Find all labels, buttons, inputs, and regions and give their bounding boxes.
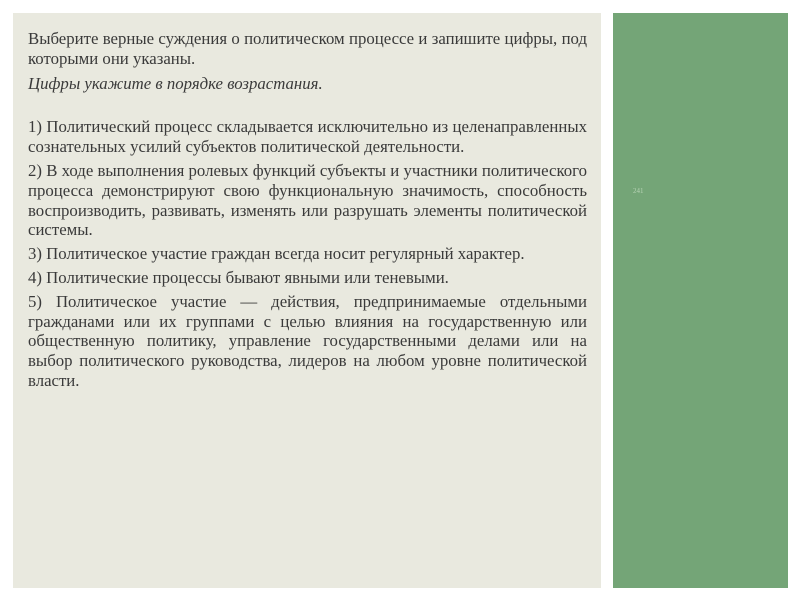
page-number: 241	[633, 187, 644, 195]
statement-3: 3) Политическое участие граждан всегда носит регулярный характер.	[28, 244, 525, 264]
accent-panel	[613, 13, 788, 588]
statement-5: 5) Политическое участие — действия, предпринимаемые отдельными гражданами или их группами с целью влияния на государственную или общественную политику, управление государственными делами или на выбор политического руководства, лидеров на любом уровне политической власти.	[28, 291, 587, 390]
statement-2: 2) В ходе выполнения ролевых функций субъекты и участники политического процесса демонстрируют свою функциональную значимость, способность воспроизводить, развивать, изменять или разрушать элементы политической системы.	[28, 160, 587, 240]
task-text	[28, 29, 587, 395]
task-intro: Выберите верные суждения о политическом процессе и запишите цифры, под которыми они указаны.	[28, 29, 587, 68]
task-instruction: Цифры укажите в порядке возрастания.	[28, 73, 323, 93]
statement-1: 1) Политический процесс складывается исключительно из целенаправленных сознательных усилий субъектов политической деятельности.	[28, 117, 587, 157]
statement-4: 4) Политические процессы бывают явными или теневыми.	[28, 267, 449, 287]
